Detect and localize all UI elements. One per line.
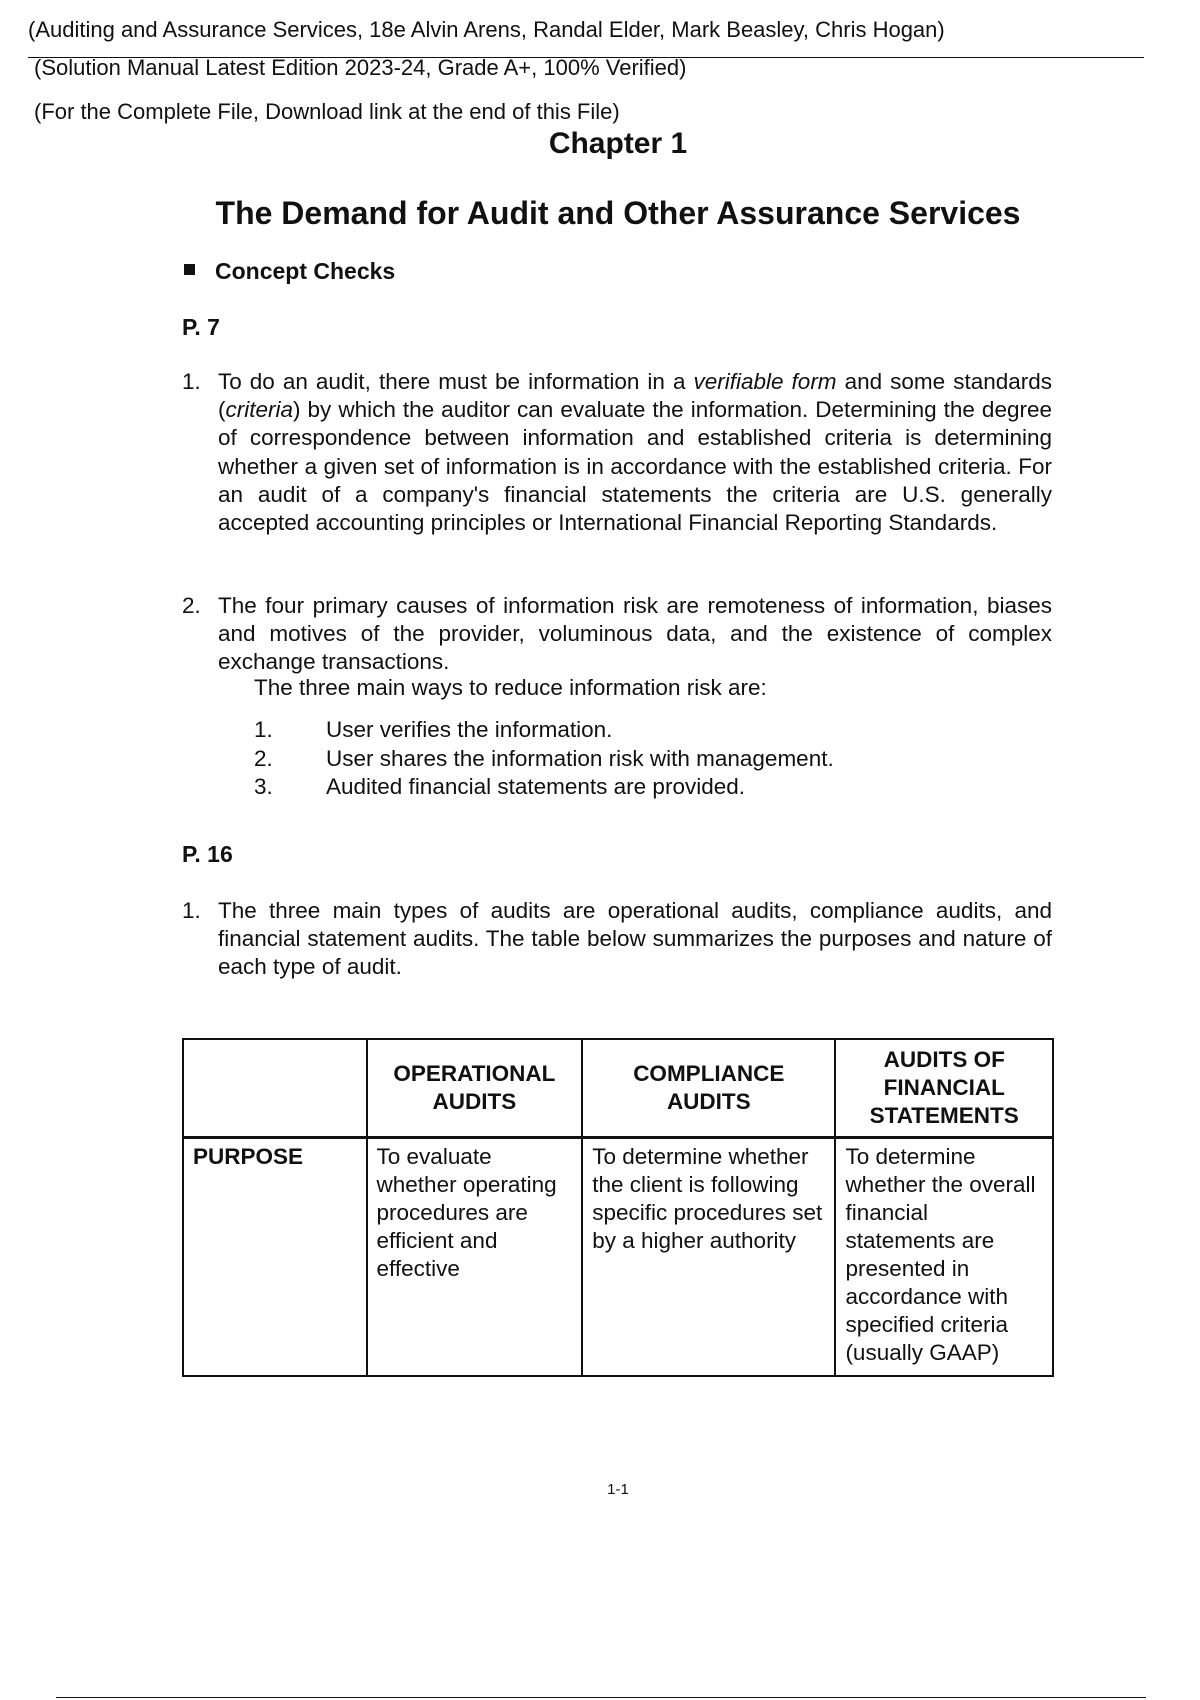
table-row — [183, 1138, 1053, 1377]
footer-rule — [56, 1697, 1146, 1698]
table-header-financial-statements: AUDITS OF FINANCIAL STATEMENTS — [835, 1039, 1053, 1138]
emphasis-verifiable-form: verifiable form — [693, 369, 837, 394]
list-item — [182, 368, 1052, 537]
ways-intro: The three main ways to reduce information risk are: — [254, 675, 767, 700]
table-cell: To evaluate whether operating procedures are efficient and effective — [367, 1138, 583, 1377]
page-number: 1-1 — [607, 1481, 629, 1498]
page-title: The Demand for Audit and Other Assurance Services — [215, 195, 1021, 231]
item-text: The three main types of audits are operational audits, compliance audits, and financial statement audits. The table below summarizes the purposes and nature of each type of audit. — [218, 898, 1052, 980]
table-header-empty — [183, 1039, 367, 1138]
table-header-row — [183, 1039, 1053, 1138]
header-line-1: (Auditing and Assurance Services, 18e Alvin Arens, Randal Elder, Mark Beasley, Chris Hogan) — [28, 17, 945, 42]
table-cell: To determine whether the client is following specific procedures set by a higher authority — [582, 1138, 835, 1377]
item-number: 2. — [182, 593, 201, 618]
item-text: The four primary causes of information risk are remoteness of information, biases and motives of the provider, voluminous data, and the existence of complex exchange transactions. — [218, 593, 1052, 675]
table-cell: To determine whether the overall financial statements are presented in accordance with specified criteria (usually GAAP) — [835, 1138, 1053, 1377]
section-heading — [184, 256, 395, 286]
table-header-compliance: COMPLIANCE AUDITS — [582, 1039, 835, 1138]
page-reference-p16: P. 16 — [182, 841, 233, 867]
header-line-2: (Solution Manual Latest Edition 2023-24, Grade A+, 100% Verified) — [34, 55, 687, 80]
page-reference-p7: P. 7 — [182, 314, 220, 340]
list-item — [182, 897, 1052, 982]
item-number: 1. — [182, 369, 201, 394]
item-number: 1. — [182, 898, 201, 923]
header-line-3: (For the Complete File, Download link at the end of this File) — [34, 99, 620, 124]
list-item — [182, 592, 1052, 677]
square-bullet-icon — [184, 264, 195, 275]
row-label-purpose: PURPOSE — [183, 1138, 367, 1377]
table-header-operational: OPERATIONAL AUDITS — [367, 1039, 583, 1138]
item-text: To do an audit, there must be information in a verifiable form and some standards (criteria) by which the auditor can evaluate the information. Determining the degree of correspondence between information and established criteria is determining whether a given set of information is in accordance with the established criteria. For an audit of a company's financial statements the criteria are U.S. generally accepted accounting principles or International Financial Reporting Standards. — [218, 369, 1053, 536]
audit-types-table — [182, 1038, 1054, 1377]
chapter-heading: Chapter 1 — [548, 127, 688, 160]
emphasis-criteria: criteria — [225, 397, 294, 423]
section-label: Concept Checks — [215, 258, 396, 284]
